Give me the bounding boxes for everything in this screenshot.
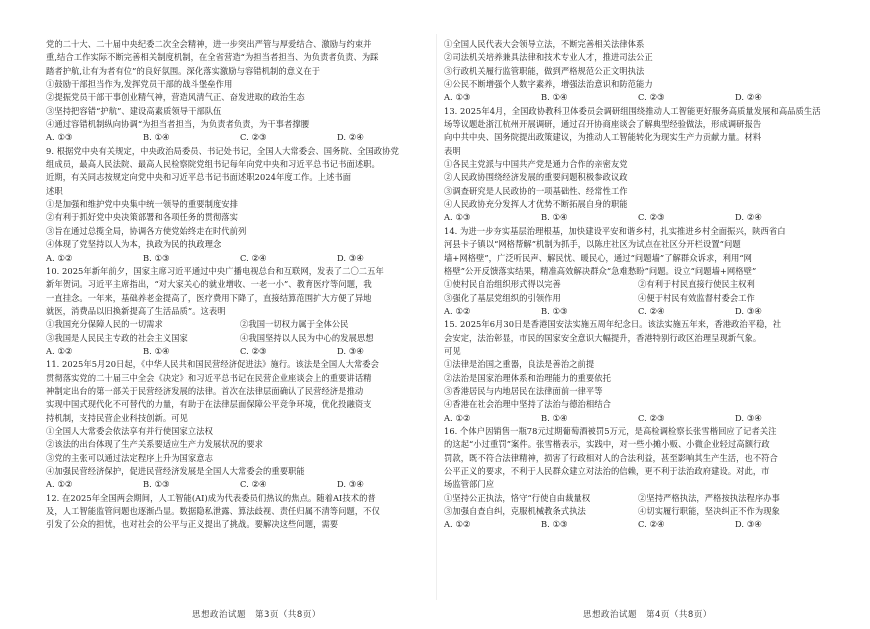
option-line: ②有利于抓好党中央决策部署和各项任务的贯彻落实 — [46, 212, 238, 223]
option-line: ①全国人大常委会依法享有并行使国家立法权 — [46, 425, 213, 436]
answer-choice: C. ②④ — [240, 252, 267, 263]
option-line: ②该法的出台体现了生产关系要适应生产力发展状况的要求 — [46, 439, 264, 450]
option-line: ③党的主张可以通过法定程序上升为国家意志 — [46, 452, 213, 463]
answer-choice: D. ③④ — [735, 519, 762, 530]
answer-choice: B. ①③ — [541, 305, 568, 316]
option-line: ①各民主党派与中国共产党是通力合作的亲密友党 — [444, 159, 628, 170]
stem-line: 14. 为进一步夯实基层治理根基，加快建设平安和谐乡村，扎实推进乡村全面振兴，陕西省白 — [444, 225, 786, 236]
stem-line: 场等议题赴浙江杭州开展调研，通过召开协商座谈会了解典型经验做法，形成调研报告 — [444, 119, 762, 130]
footer-page-4: 思想政治试题 第4页（共8页） — [583, 610, 712, 620]
stem-line: 15. 2025年6月30日是香港国安法实施五周年纪念日。该法实施五年来，香港政治平稳，社 — [444, 319, 782, 330]
answer-choice: C. ②③ — [638, 412, 665, 423]
question-9 — [46, 145, 434, 265]
option-line: ①全国人民代表大会领导立法，不断完善相关法律体系 — [444, 39, 645, 49]
stem-line: 及，人工智能监管问题也逐渐凸显。数据隐私泄露、算法歧视、责任归属不清等问题，不仅 — [46, 506, 380, 517]
option-line: ①使村民自治组织形式得以完善 — [444, 279, 561, 290]
question-13-stem — [444, 105, 832, 158]
option-line: ③坚持把容错“护航”、建设高素质领导干部队伍 — [46, 105, 222, 116]
stem-line: 持机制，支持民营企业科技创新。可见 — [46, 412, 188, 423]
option-line: ②人民政协围绕经济发展的重要问题积极参政议政 — [444, 172, 628, 183]
answer-choice: B. ①④ — [541, 92, 568, 103]
option-line: ②有利于村民直接行使民主权利 — [638, 279, 755, 290]
question-15-stem — [444, 318, 832, 358]
answer-choice: D. ②④ — [735, 92, 762, 103]
answer-choice: A. ①② — [46, 252, 73, 263]
answer-choice: C. ②③ — [638, 212, 665, 223]
question-10 — [46, 265, 434, 358]
answer-choice: C. ②③ — [240, 132, 267, 143]
question-10-stem — [46, 265, 434, 318]
option-line: ④通过容错机制纵向协调“为担当者担当，为负责者负责，为干事者撑腰 — [46, 119, 310, 130]
stem-line: 公平正义的要求，不利于人民群众建立对法治的信赖，更不利于法治政府建设。对此，市 — [444, 466, 770, 476]
stem-line: 河县卡子镇以“网格帮解”机制为抓手，以陈庄社区为试点在社区分开栏设置“问题 — [444, 239, 741, 250]
answer-choice: A. ①② — [444, 305, 471, 316]
answer-choice: D. ③④ — [337, 252, 364, 263]
stem-line: 贯彻落实党的二十届三中全会《决定》和习近平总书记在民营企业座谈会上的重要讲话精 — [46, 372, 372, 383]
stem-line: 可见 — [444, 345, 461, 356]
question-9-stem — [46, 145, 434, 198]
option-line: ②我国一切权力属于全体公民 — [240, 319, 349, 330]
left-page-column — [46, 38, 434, 532]
question-9-options — [46, 198, 434, 251]
right-page-column — [444, 38, 832, 532]
question-11-options — [46, 425, 434, 478]
answer-choice: C. ②④ — [638, 305, 665, 316]
question-11-stem — [46, 358, 434, 425]
option-line: ④我国坚持以人民为中心的发展思想 — [240, 332, 374, 343]
option-line: ④人民政协充分发挥人才优势不断拓展自身的职能 — [444, 199, 628, 210]
stem-line: 12. 在2025年全国两会期间，人工智能(AI)成为代表委员们热议的焦点。随着AI技术的普 — [46, 492, 376, 503]
answer-choice: D. ②④ — [337, 132, 364, 143]
option-line: ②司法机关培养兼具法律和技术专业人才，推进司法公正 — [444, 52, 653, 63]
option-line: ③加强自查自纠，克服机械教条式执法 — [444, 506, 586, 517]
stem-line: 13. 2025年4月，全国政协教科卫体委员会调研组围绕推动人工智能更好服务高质量发展和高品质生活 — [444, 105, 821, 116]
stem-line: 16. 个体户因销售一瓶78元过期葡萄酒被罚5万元，是高检调检察长张雪楷回应了记者关注 — [444, 425, 777, 436]
question-16 — [444, 425, 832, 532]
stem-line: 罚款，既不符合法律精神，损害了行政相对人的合法利益，甚至影响其生产生活，也不符合 — [444, 452, 778, 463]
footer-page-3: 思想政治试题 第3页（共8页） — [192, 610, 321, 620]
stem-line: 近期，有关同志按规定向党中央和习近平总书记书面述职2024年度工作。上述书面 — [46, 172, 352, 183]
answer-choice: B. ①③ — [143, 479, 170, 490]
question-12-stem — [46, 492, 434, 532]
option-line: ①法律是治国之重器，良法是善治之前提 — [444, 359, 595, 370]
answer-choice: C. ②④ — [240, 479, 267, 490]
question-16-stem — [444, 425, 832, 492]
question-14-choices — [444, 305, 832, 318]
paragraph-line: 党的二十大、二十届中央纪委二次全会精神，进一步突出严管与厚爱结合、激励与约束并 — [46, 39, 372, 49]
stem-line: 述职 — [46, 185, 63, 196]
question-13 — [444, 105, 832, 225]
page-divider — [436, 34, 437, 600]
stem-line: 实现中国式现代化不可替代的力量，有助于在法律层面保障公平竞争环境，优化投融资支 — [46, 399, 372, 410]
answer-choice: A. ①② — [46, 345, 73, 356]
answer-choice: A. ①② — [444, 519, 471, 530]
question-11-choices — [46, 478, 434, 491]
question-12-choices — [444, 91, 832, 104]
answer-choice: B. ①④ — [541, 412, 568, 423]
paragraph-line: 重,结合工作实际不断完善相关制度机制，在全省营造“为担当者担当、为负责者负责、为踩 — [46, 52, 379, 63]
stem-line: 向中共中央、国务院提出政策建议，为推动人工智能转化为现实生产力贡献力量。材料 — [444, 132, 762, 143]
stem-line: 的这起“小过重罚”案件。张雪楷表示，实践中，对一些小摊小贩、小微企业轻过高额行政 — [444, 439, 770, 450]
answer-choice: A. ①③ — [46, 132, 73, 143]
stem-line: 格壁”公开反馈落实结果，精准高效解决群众“急难愁盼”问题。设立“问题墙+网格壁” — [444, 265, 757, 276]
option-line: ③香港居民与内地居民在法律面前一律平等 — [444, 385, 603, 396]
answer-choice: D. ③④ — [337, 345, 364, 356]
answer-choice: B. ①③ — [143, 252, 170, 263]
question-13-choices — [444, 211, 832, 224]
question-16-choices — [444, 518, 832, 531]
answer-choice: C. ②③ — [638, 92, 665, 103]
stem-line: 一直挂念。一年来，基础养老金提高了，医疗费用下降了，直接结算范围扩大方便了异地 — [46, 292, 372, 303]
stem-line: 9. 根据党中央有关规定，中央政治局委员、书记处书记，全国人大常委会、国务院、全国政协党 — [46, 145, 399, 156]
answer-choice: C. ②④ — [638, 519, 665, 530]
option-line: ①我国充分保障人民的一切需求 — [46, 319, 163, 330]
stem-line: 11. 2025年5月20日起，《中华人民共和国民营经济促进法》施行。该法是全国人大常委会 — [46, 359, 379, 370]
question-16-options — [444, 492, 832, 519]
answer-choice: B. ①③ — [541, 519, 568, 530]
question-14 — [444, 225, 832, 318]
stem-line: 组成员，最高人民法院、最高人民检察院党组书记每年向党中央和习近平总书记书面述职。 — [46, 159, 380, 170]
question-15-choices — [444, 412, 832, 425]
option-line: ①是加强和维护党中央集中统一领导的重要制度安排 — [46, 199, 238, 210]
option-line: ④公民不断增强个人数字素养，增强法治意识和防范能力 — [444, 79, 653, 90]
stem-line: 10. 2025年新年前夕，国家主席习近平通过中央广播电视总台和互联网，发表了二〇二五年 — [46, 265, 384, 276]
answer-choice: D. ③④ — [735, 412, 762, 423]
answer-choice: A. ①② — [46, 479, 73, 490]
paragraph-line: 踏者护航,让有为者有位”的良好氛围。深化落实激励与容错机制的意义在于 — [46, 65, 321, 76]
answer-choice: D. ③④ — [337, 479, 364, 490]
stem-line: 神制定出台的第一部关于民营经济发展的法律。首次在法律层面确认了民营经济是推动 — [46, 385, 364, 396]
option-line: ③旨在通过总揽全局，协调各方使党始终走在时代前列 — [46, 225, 247, 236]
answer-choice: A. ①③ — [444, 92, 471, 103]
option-line: ④体现了党坚持以人为本，执政为民的执政理念 — [46, 239, 222, 250]
answer-choice: C. ②③ — [240, 345, 267, 356]
question-15 — [444, 318, 832, 425]
question-14-stem — [444, 225, 832, 278]
intro-options — [46, 78, 434, 131]
answer-choice: A. ①③ — [444, 212, 471, 223]
answer-choice: B. ①④ — [541, 212, 568, 223]
option-line: ③调查研究是人民政协的一项基础性、经常性工作 — [444, 185, 628, 196]
stem-line: 场监管部门应 — [444, 479, 495, 490]
question-12-continued — [444, 38, 832, 105]
intro-paragraph — [46, 38, 434, 78]
option-line: ②法治是国家治理体系和治理能力的重要依托 — [444, 372, 611, 383]
option-line: ①鼓励干部担当作为,发挥党员干部的战斗堡垒作用 — [46, 79, 233, 90]
question-10-choices — [46, 345, 434, 358]
answer-choice: D. ③④ — [735, 305, 762, 316]
stem-line: 就医，消费品以旧换新提高了生活品质”。这表明 — [46, 305, 226, 316]
answer-choice: B. ①④ — [143, 132, 170, 143]
question-10-options — [46, 318, 434, 345]
stem-line: 会安定，法治彰显，市民的国家安全意识大幅提升，香港特别行政区治理呈现新气象。 — [444, 332, 762, 343]
question-12-options — [444, 38, 832, 91]
option-line: ③强化了基层党组织的引领作用 — [444, 292, 561, 303]
option-line: ②提振党员干部干事创业精气神，营造风清气正、奋发进取的政治生态 — [46, 92, 305, 103]
question-11 — [46, 358, 434, 491]
stem-line: 墙+网格壁”，广泛听民声、解民忧、暖民心，通过“问题墙”了解群众诉求，利用“网 — [444, 252, 752, 263]
answer-choice: D. ②④ — [735, 212, 762, 223]
option-line: ④香港在社会治理中坚持了法治与德治相结合 — [444, 399, 611, 410]
option-line: ③我国是人民民主专政的社会主义国家 — [46, 332, 188, 343]
intro-choices — [46, 131, 434, 144]
option-line: ④便于村民有效监督村委会工作 — [638, 292, 755, 303]
option-line: ③行政机关履行监管职能，做到严格规范公正文明执法 — [444, 65, 645, 76]
question-9-choices — [46, 252, 434, 265]
option-line: ④加强民营经济保护，促进民营经济发展是全国人大常委会的重要职能 — [46, 466, 305, 476]
option-line: ④切实履行职能，坚决纠正不作为现象 — [638, 506, 780, 517]
question-15-options — [444, 358, 832, 411]
stem-line: 表明 — [444, 145, 461, 156]
answer-choice: B. ①④ — [143, 345, 170, 356]
stem-line: 引发了公众的担忧，也对社会的公平与正义提出了挑战。要解决这些问题，需要 — [46, 519, 339, 530]
question-12 — [46, 492, 434, 532]
question-14-options — [444, 278, 832, 305]
question-13-options — [444, 158, 832, 211]
answer-choice: A. ①② — [444, 412, 471, 423]
option-line: ②坚持严格执法，严格按执法程序办事 — [638, 492, 780, 503]
stem-line: 新年贺词。习近平主席指出，“对大家关心的就业增收、一老一小”、教育医疗等问题，我 — [46, 279, 372, 290]
option-line: ①坚持公正执法，恪守“行使自由裁量权 — [444, 492, 591, 503]
